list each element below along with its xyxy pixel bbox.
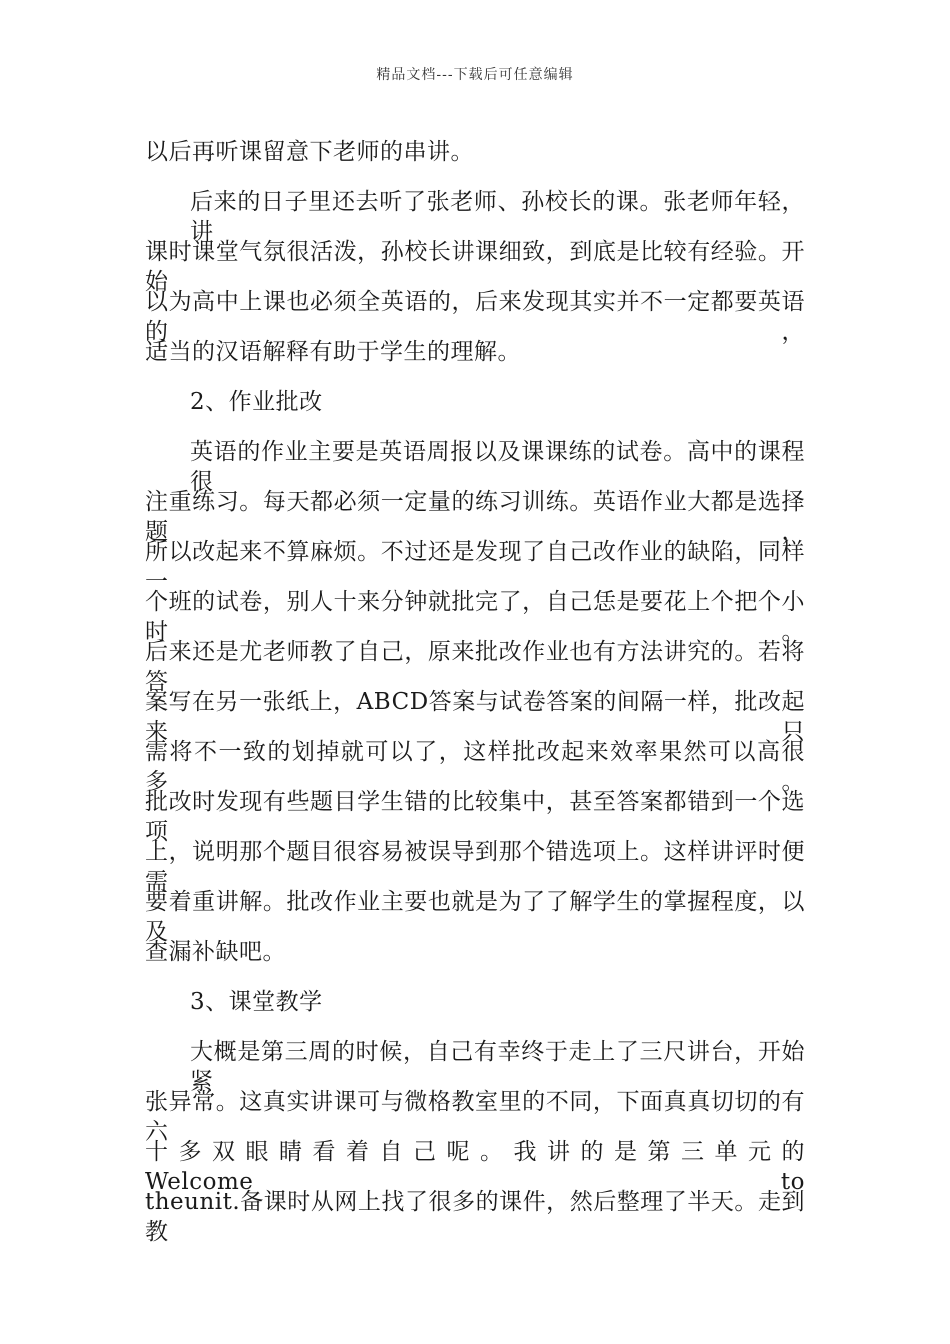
text-line: 要着重讲解。批改作业主要也就是为了了解学生的掌握程度，以及 <box>145 889 805 945</box>
text-line: 个班的试卷，别人十来分钟就批完了，自己恁是要花上个把个小时。 <box>145 589 805 645</box>
text-line: 需将不一致的划掉就可以了，这样批改起来效率果然可以高很多。 <box>145 739 805 795</box>
text-line: 大概是第三周的时候，自己有幸终于走上了三尺讲台，开始紧 <box>190 1039 805 1095</box>
text-line: 上，说明那个题目很容易被误导到那个错选项上。这样讲评时便需 <box>145 839 805 895</box>
text-line: 所以改起来不算麻烦。不过还是发现了自己改作业的缺陷，同样一 <box>145 539 805 595</box>
text-line: 后来还是尤老师教了自己，原来批改作业也有方法讲究的。若将答 <box>145 639 805 695</box>
text-line: 批改时发现有些题目学生错的比较集中，甚至答案都错到一个选项 <box>145 789 805 845</box>
text-line: 以为高中上课也必须全英语的，后来发现其实并不一定都要英语的， <box>145 289 805 345</box>
text-line: 张异常。这真实讲课可与微格教室里的不同，下面真真切切的有六 <box>145 1089 805 1145</box>
text-line: 以后再听课留意下老师的串讲。 <box>145 139 474 165</box>
text-line: 案写在另一张纸上，ABCD答案与试卷答案的间隔一样，批改起来只 <box>145 689 805 745</box>
text-line: 注重练习。每天都必须一定量的练习训练。英语作业大都是选择题， <box>145 489 805 545</box>
text-line: 查漏补缺吧。 <box>145 939 286 965</box>
text-line: 课时课堂气氛很活泼，孙校长讲课细致，到底是比较有经验。开始 <box>145 239 805 295</box>
text-line: 适当的汉语解释有助于学生的理解。 <box>145 339 521 365</box>
text-line: theunit.备课时从网上找了很多的课件，然后整理了半天。走到教 <box>145 1189 805 1245</box>
text-line: 英语的作业主要是英语周报以及课课练的试卷。高中的课程很 <box>190 439 805 495</box>
page-header: 精品文档---下载后可任意编辑 <box>376 67 574 83</box>
text-line: 十 多 双 眼 睛 看 着 自 己 呢 。 我 讲 的 是 第 三 单 元 的 Welcome to <box>145 1139 805 1195</box>
section-heading: 2、作业批改 <box>190 389 323 415</box>
section-heading: 3、课堂教学 <box>190 989 323 1015</box>
text-line: 后来的日子里还去听了张老师、孙校长的课。张老师年轻，讲 <box>190 189 805 245</box>
